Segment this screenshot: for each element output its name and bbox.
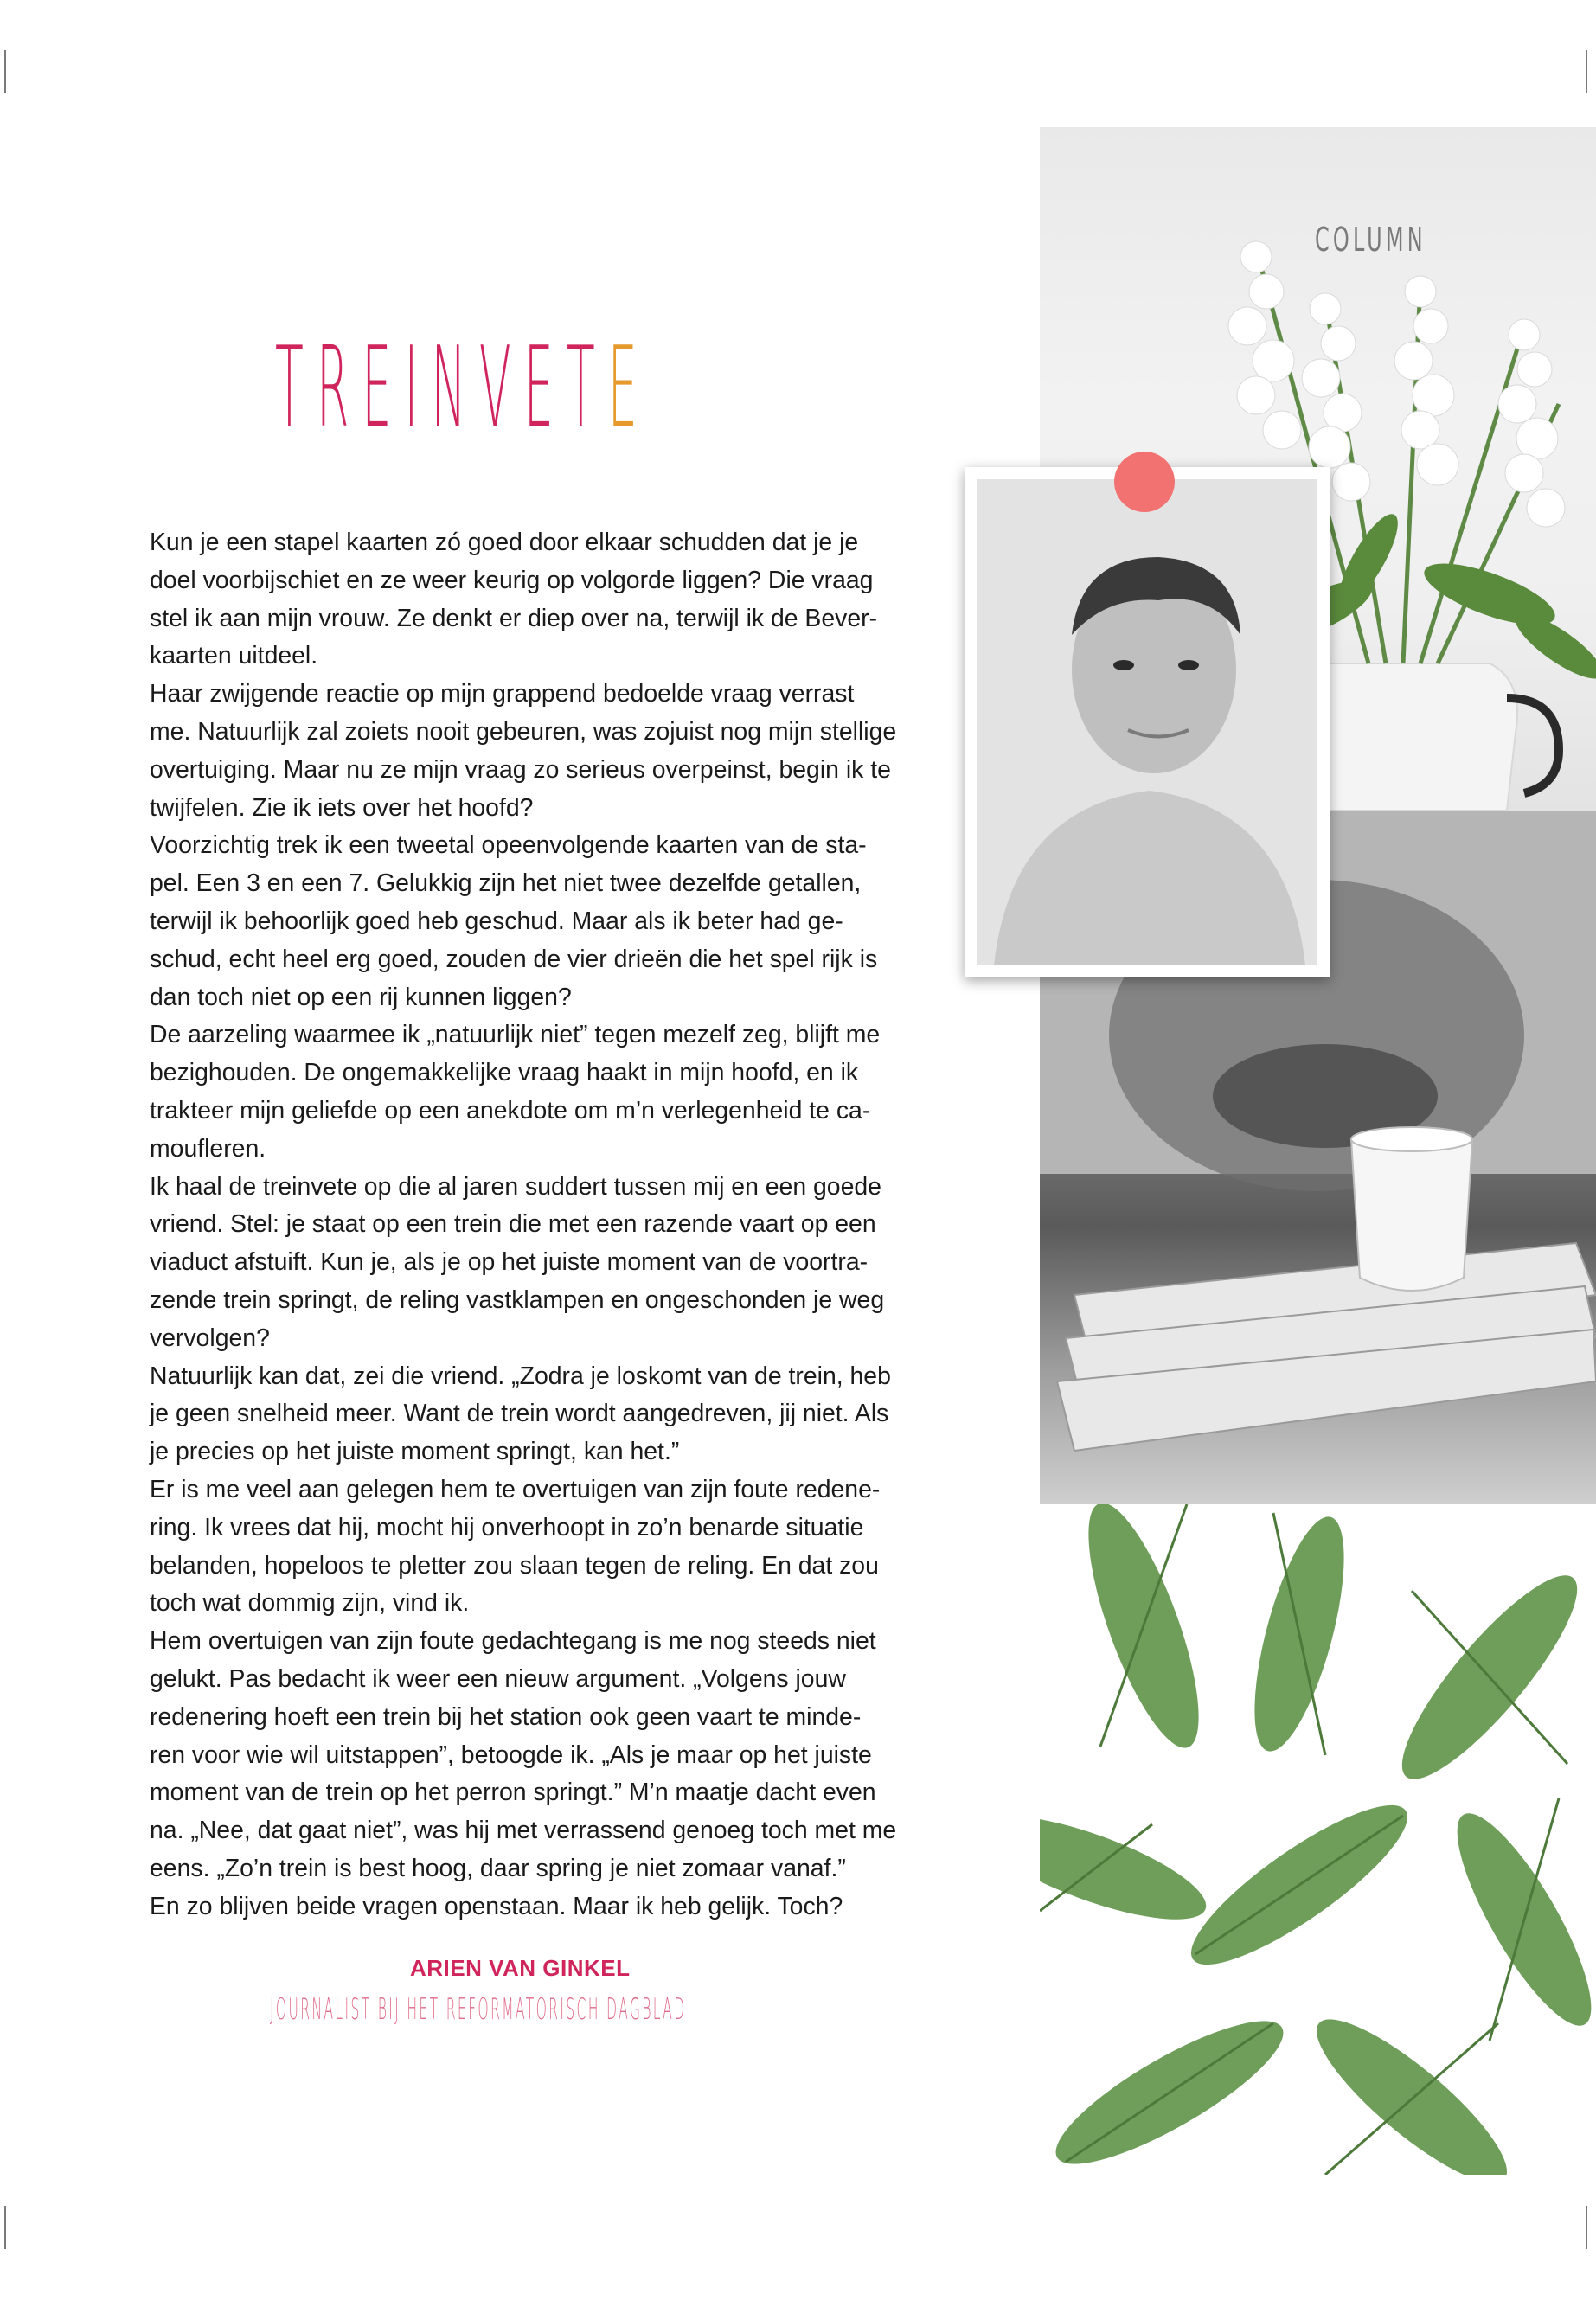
body-line: je precies op het juiste moment springt, kan het.” [150,1438,680,1466]
body-line: Er is me veel aan gelegen hem te overtuigen van zijn foute redene- [150,1475,881,1503]
leaf-pattern-illustration [1040,1504,1596,2175]
body-line: Haar zwijgende reactie op mijn grappend bedoelde vraag verrast [150,680,855,708]
body-line: trakteer mijn geliefde op een anekdote om m’n verlegenheid te ca- [150,1096,871,1125]
body-line: Natuurlijk kan dat, zei die vriend. „Zodra je loskomt van de trein, heb [150,1362,891,1390]
section-label: COLUMN [1315,221,1426,259]
body-line: je geen snelheid meer. Want de trein wordt aangedreven, jij niet. Als [150,1400,889,1428]
body-line: vriend. Stel: je staat op een trein die met een razende vaart op een [150,1210,876,1239]
body-line: Voorzichtig trek ik een tweetal opeenvolgende kaarten van de sta- [150,831,867,860]
author-portrait [965,467,1330,977]
body-line: me. Natuurlijk zal zoiets nooit gebeuren, was zojuist nog mijn stellige [150,717,897,746]
crop-mark-bottom-right [1586,2206,1587,2249]
body-line: pel. Een 3 en een 7. Gelukkig zijn het niet twee dezelfde getallen, [150,869,862,898]
leaf-pattern [1040,1504,1596,2175]
crop-mark-bottom-left [4,2206,6,2249]
pin-dot [1114,452,1175,512]
body-line: moment van de trein op het perron springt.” M’n maatje dacht even [150,1779,876,1807]
body-line: gelukt. Pas bedacht ik weer een nieuw argument. „Volgens jouw [150,1664,846,1693]
body-line: De aarzeling waarmee ik „natuurlijk niet” tegen mezelf zeg, blijft me [150,1021,881,1049]
portrait-photo [977,479,1317,965]
body-line: twijfelen. Zie ik iets over het hoofd? [150,793,534,822]
body-line: viaduct afstuift. Kun je, als je op het juiste moment van de voortra- [150,1248,869,1277]
body-line: moufleren. [150,1134,266,1163]
title-last-letter: E [607,324,651,452]
body-line: na. „Nee, dat gaat niet”, was hij met verrassend genoeg toch met me [150,1817,897,1845]
author-name: ARIEN VAN GINKEL [410,1955,631,1981]
body-line: eens. „Zo’n trein is best hoog, daar spring je niet zomaar vanaf.” [150,1854,846,1882]
body-line: Hem overtuigen van zijn foute gedachtegang is me nog steeds niet [150,1627,876,1656]
body-line: Ik haal de treinvete op die al jaren suddert tussen mij en een goede [150,1172,881,1201]
portrait-illustration [977,479,1317,965]
body-line: kaarten uitdeel. [150,642,318,670]
body-line: vervolgen? [150,1324,270,1352]
article-title [275,324,651,452]
title-main: TREINVET [275,324,608,452]
body-line: bezighouden. De ongemakkelijke vraag haakt in mijn hoofd, en ik [150,1059,859,1087]
body-line: zende trein springt, de reling vastklampen en ongeschonden je weg [150,1285,885,1314]
crop-mark-top-right [1586,50,1587,93]
body-line: Kun je een stapel kaarten zó goed door elkaar schudden dat je je [150,529,859,556]
article-body [150,524,897,1926]
body-line: toch wat dommig zijn, vind ik. [150,1589,470,1618]
author-role: JOURNALIST BIJ HET REFORMATORISCH DAGBLAD [270,1992,687,2027]
body-line: ring. Ik vrees dat hij, mocht hij onverhoopt in zo’n benarde situatie [150,1513,864,1541]
body-line: overtuiging. Maar nu ze mijn vraag zo serieus overpeinst, begin ik te [150,755,891,784]
body-line: ren voor wie wil uitstappen”, betoogde ik. „Als je maar op het juiste [150,1740,872,1769]
body-line: doel voorbijschiet en ze weer keurig op volgorde liggen? Die vraag [150,566,874,594]
body-line: stel ik aan mijn vrouw. Ze denkt er diep over na, terwijl ik de Bever- [150,604,878,632]
body-line: En zo blijven beide vragen openstaan. Maar ik heb gelijk. Toch? [150,1892,843,1920]
crop-mark-top-left [4,50,6,93]
body-line: terwijl ik behoorlijk goed heb geschud. Maar als ik beter had ge- [150,907,843,935]
body-line: belanden, hopeloos te pletter zou slaan tegen de reling. En dat zou [150,1551,879,1580]
body-line: schud, echt heel erg goed, zouden de vier drieën die het spel rijk is [150,945,878,973]
body-line: redenering hoeft een trein bij het station ook geen vaart te minde- [150,1702,862,1731]
body-line: dan toch niet op een rij kunnen liggen? [150,983,572,1011]
